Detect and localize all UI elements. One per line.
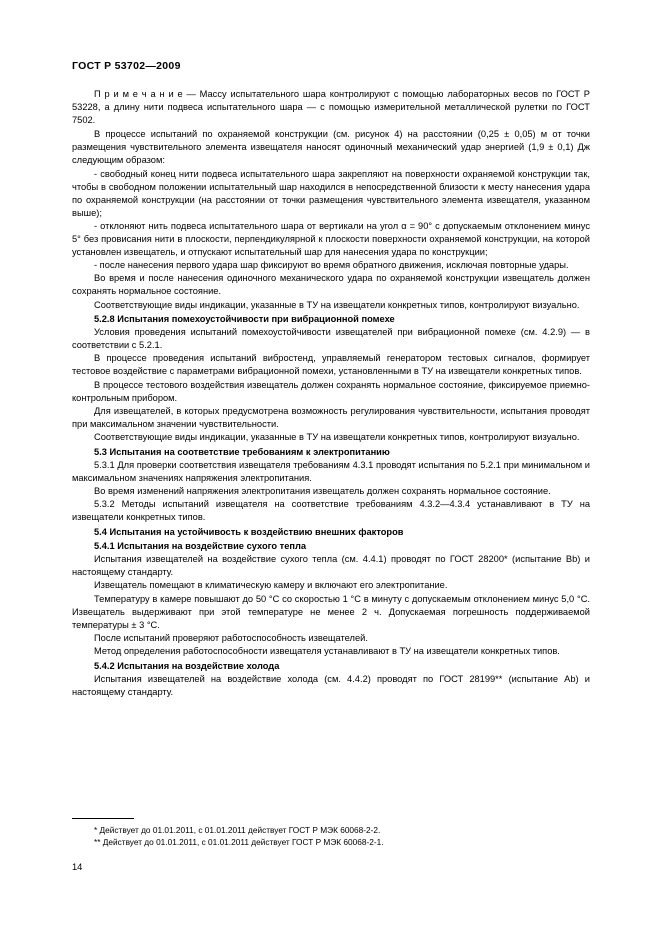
list-item: - отклоняют нить подвеса испытательного шара от вертикали на угол α = 90° с допускаемым отклонением минус 5° без провисания нити в плоскости, перпендикулярной к плоскости поверхности охраняемой конструкции, на которой установлен извещатель, и отпускают испытательный шар для нанесения удара по конструкции; (72, 220, 590, 258)
page-header: ГОСТ Р 53702—2009 (72, 60, 181, 72)
paragraph: В процессе тестового воздействия извещатель должен сохранять нормальное состояние, фиксируемое приемно-контрольным прибором. (72, 379, 590, 403)
section-heading-5-4-1: 5.4.1 Испытания на воздействие сухого тепла (94, 541, 307, 552)
paragraph: Извещатель помещают в климатическую камеру и включают его электропитание. (94, 580, 448, 591)
paragraph: Соответствующие виды индикации, указанные в ТУ на извещатели конкретных типов, контролируют визуально. (94, 431, 580, 442)
paragraph: Испытания извещателей на воздействие сухого тепла (см. 4.4.1) проводят по ГОСТ 28200* (испытание Вb) и настоящему стандарту. (72, 554, 590, 578)
footnote-rule (72, 818, 134, 819)
list-item: - после нанесения первого удара шар фиксируют во время обратного движения, исключая повторные удары. (94, 260, 569, 271)
paragraph: В процессе проведения испытаний вибростенд, управляемый генератором тестовых сигналов, формирует тестовое воздействие с параметрами вибрационной помехи, установленными в ТУ на извещатели конкретных типов. (72, 353, 590, 377)
paragraph: Во время изменений напряжения электропитания извещатель должен сохранять нормальное состояние. (94, 485, 551, 496)
list-item: - свободный конец нити подвеса испытательного шара закрепляют на поверхности охраняемой конструкции так, чтобы в свободном положении испытательный шар находился в непосредственной близости к месту нанесения удара по охраняемой конструкции (на расстоянии от точки размещения чувствительного элемента извещателя, указанном выше); (72, 168, 590, 218)
section-heading-5-3: 5.3 Испытания на соответствие требованиям к электропитанию (94, 446, 390, 457)
note-paragraph: П р и м е ч а н и е — Массу испытательного шара контролируют с помощью лабораторных весов по ГОСТ Р 53228, а длину нити подвеса испытательного шара — с помощью измерительной металлической рулетки по ГОСТ 7502. (72, 89, 590, 126)
paragraph: После испытаний проверяют работоспособность извещателей. (94, 632, 368, 643)
footnote: * Действует до 01.01.2011, с 01.01.2011 действует ГОСТ Р МЭК 60068-2-2. (94, 825, 381, 835)
footnotes (72, 818, 590, 848)
paragraph: 5.3.1 Для проверки соответствия извещателя требованиям 4.3.1 проводят испытания по 5.2.1 при минимальном и максимальном значениях напряжения электропитания. (72, 459, 590, 483)
section-heading-5-2-8: 5.2.8 Испытания помехоустойчивости при вибрационной помехе (94, 314, 395, 325)
paragraph: Соответствующие виды индикации, указанные в ТУ на извещатели конкретных типов, контролируют визуально. (94, 299, 580, 310)
paragraph: В процессе испытаний по охраняемой конструкции (см. рисунок 4) на расстоянии (0,25 ± 0,05) м от точки размещения чувствительного элемента извещателя наносят одиночный механический удар энергией (1,9 ± 0,1) Дж следующим образом: (72, 129, 590, 166)
paragraph: Во время и после нанесения одиночного механического удара по охраняемой конструкции извещатель должен сохранять нормальное состояние. (72, 273, 590, 297)
footnote: ** Действует до 01.01.2011, с 01.01.2011 действует ГОСТ Р МЭК 60068-2-1. (94, 837, 384, 847)
paragraph: Испытания извещателей на воздействие холода (см. 4.4.2) проводят по ГОСТ 28199** (испытание Аb) и настоящему стандарту. (72, 673, 590, 697)
paragraph: Условия проведения испытаний помехоустойчивости извещателей при вибрационной помехе (см. 4.2.9) — в соответствии с 5.2.1. (72, 327, 590, 351)
paragraph: Температуру в камере повышают до 50 °С со скоростью 1 °С в минуту с допускаемым отклонением минус 5,0 °С. Извещатель выдерживают при этой температуре не менее 2 ч. Допускаемая погрешность поддерживаемой температуры ± 3 °С. (72, 593, 590, 630)
paragraph: 5.3.2 Методы испытаний извещателя на соответствие требованиям 4.3.2—4.3.4 устанавливают в ТУ на извещатели конкретных типов. (72, 498, 590, 522)
section-heading-5-4: 5.4 Испытания на устойчивость к воздействию внешних факторов (94, 526, 404, 537)
section-heading-5-4-2: 5.4.2 Испытания на воздействие холода (94, 660, 280, 671)
page-number: 14 (72, 862, 83, 872)
document-body (72, 88, 590, 699)
paragraph: Метод определения работоспособности извещателя устанавливают в ТУ на извещатели конкретных типов. (94, 645, 560, 656)
paragraph: Для извещателей, в которых предусмотрена возможность регулирования чувствительности, испытания проводят при максимальном значении чувствительности. (72, 405, 590, 429)
